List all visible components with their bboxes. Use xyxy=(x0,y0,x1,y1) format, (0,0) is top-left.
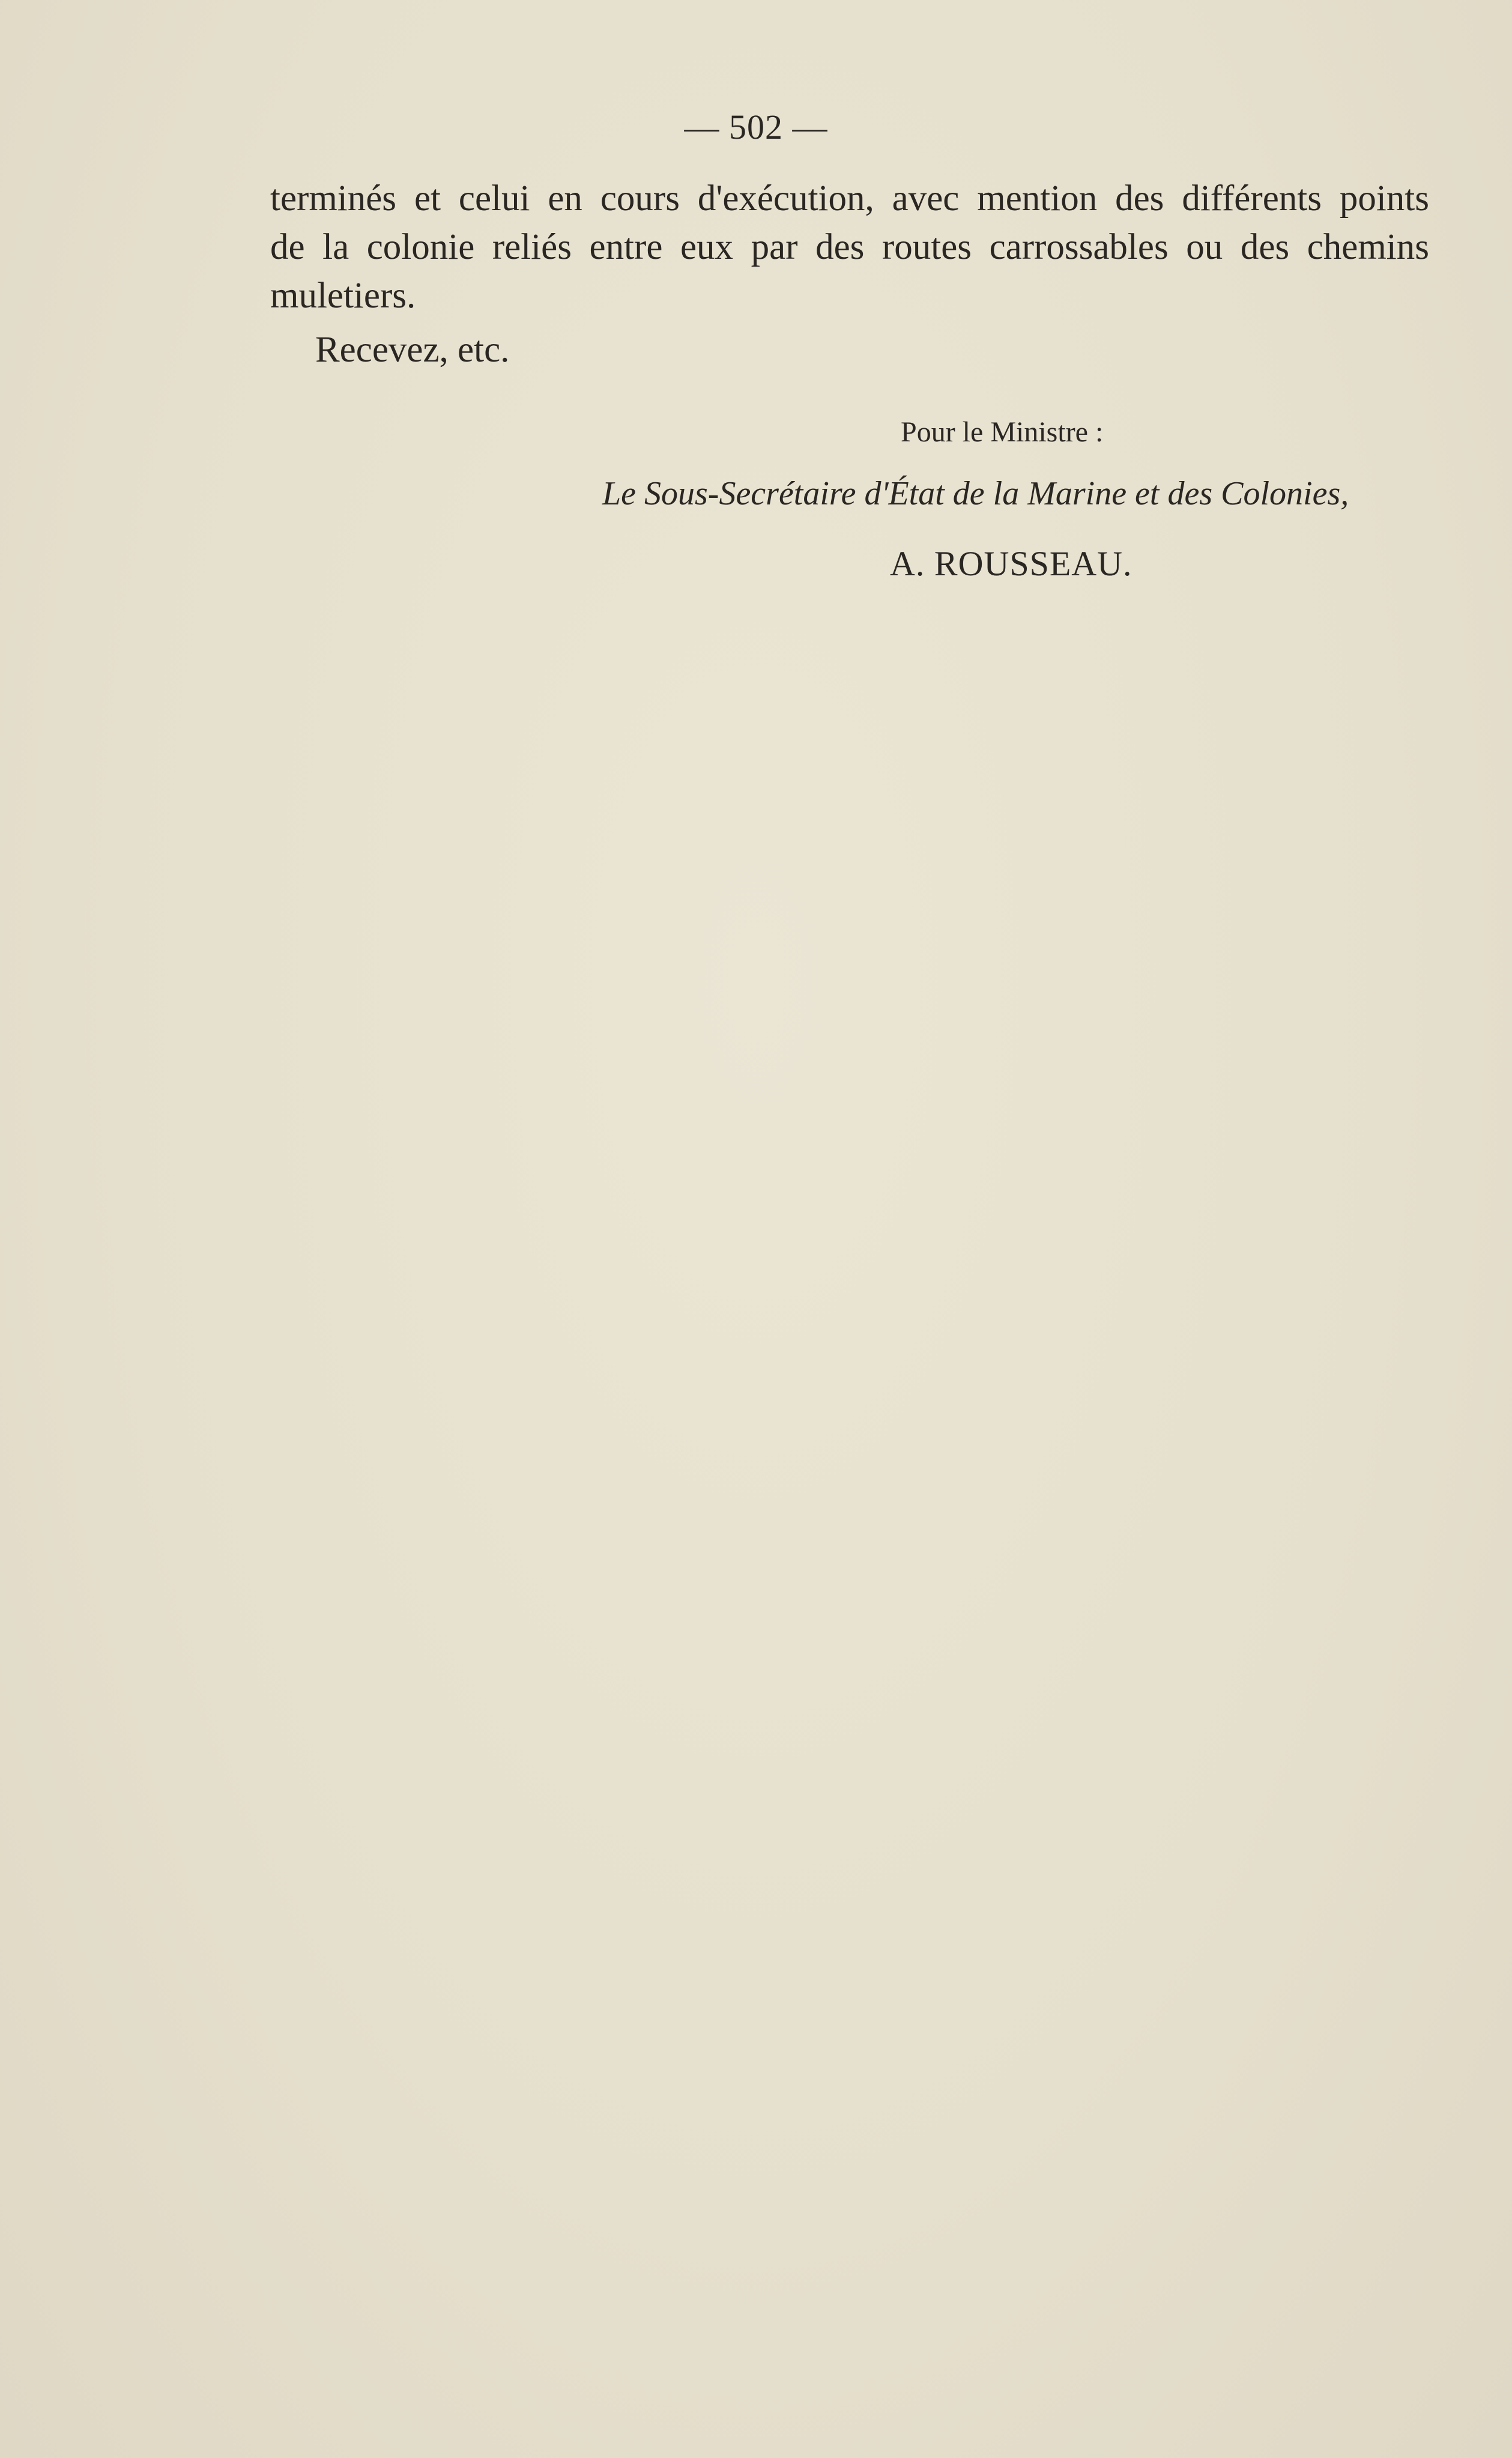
signature-pour-le-ministre: Pour le Ministre : xyxy=(901,416,1104,448)
page-number: — 502 — xyxy=(684,107,828,147)
closing-formula: Recevez, etc. xyxy=(315,330,510,370)
signature-title: Le Sous-Secrétaire d'État de la Marine et des Colonies, xyxy=(602,475,1349,512)
body-line-2: de la colonie reliés entre eux par des routes carrossables ou des chemins xyxy=(270,227,1429,267)
signature-name: A. ROUSSEAU. xyxy=(890,544,1132,583)
body-paragraph xyxy=(270,174,1429,320)
body-line-1: terminés et celui en cours d'exécution, avec mention des différents points xyxy=(270,178,1429,219)
body-line-3: muletiers. xyxy=(270,276,416,316)
